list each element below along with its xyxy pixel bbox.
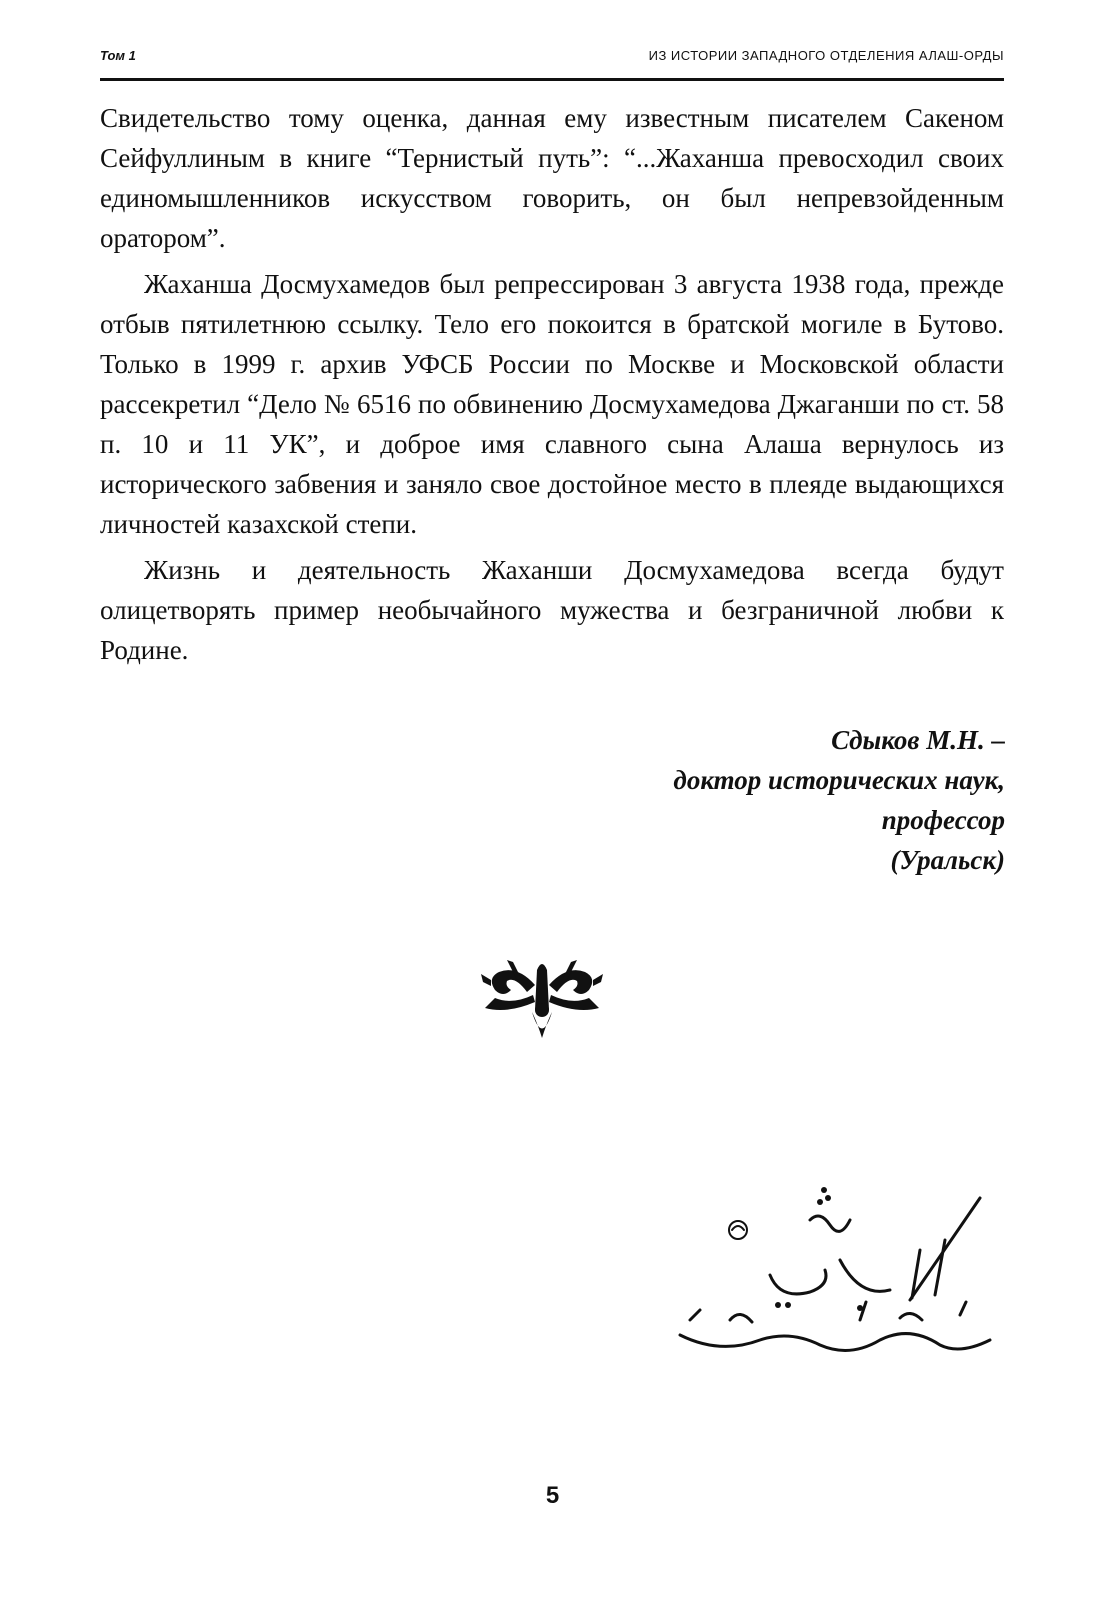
handwritten-stamp-icon bbox=[660, 1180, 1000, 1370]
ornament-icon bbox=[477, 950, 607, 1050]
paragraph: Свидетельство тому оценка, данная ему известным писателем Сакеном Сейфуллиным в книге “Тернистый путь”: “...Жаханша превосходил своих единомышленников искусством говорить, он был непревзойденным оратором”. bbox=[100, 103, 1004, 253]
page-header bbox=[100, 48, 1004, 72]
personal-library-stamp bbox=[660, 1180, 1000, 1370]
header-divider bbox=[100, 78, 1004, 81]
body-text bbox=[100, 98, 1004, 670]
author-name: Сдыков М.Н. – bbox=[831, 725, 1005, 755]
author-signature bbox=[673, 720, 1005, 880]
author-title: профессор bbox=[881, 805, 1005, 835]
author-city: (Уральск) bbox=[890, 845, 1005, 875]
running-title: ИЗ ИСТОРИИ ЗАПАДНОГО ОТДЕЛЕНИЯ АЛАШ-ОРДЫ bbox=[648, 48, 1004, 63]
author-degree: доктор исторических наук, bbox=[673, 765, 1005, 795]
paragraph: Жизнь и деятельность Жаханши Досмухамедова всегда будут олицетворять пример необычайного мужества и безграничной любви к Родине. bbox=[100, 555, 1004, 665]
volume-label: Том 1 bbox=[100, 48, 136, 63]
paragraph: Жаханша Досмухамедов был репрессирован 3 августа 1938 года, прежде отбыв пятилетнюю ссылку. Тело его покоится в братской могиле в Бутово. Только в 1999 г. архив УФСБ России по Москве и Московской области рассекретил “Дело № 6516 по обвинению Досмухамедова Джаганши по ст. 58 п. 10 и 11 УК”, и доброе имя славного сына Алаша вернулось из исторического забвения и заняло свое достойное место в плеяде выдающихся личностей казахской степи. bbox=[100, 269, 1004, 539]
page-number: 5 bbox=[545, 1482, 560, 1509]
